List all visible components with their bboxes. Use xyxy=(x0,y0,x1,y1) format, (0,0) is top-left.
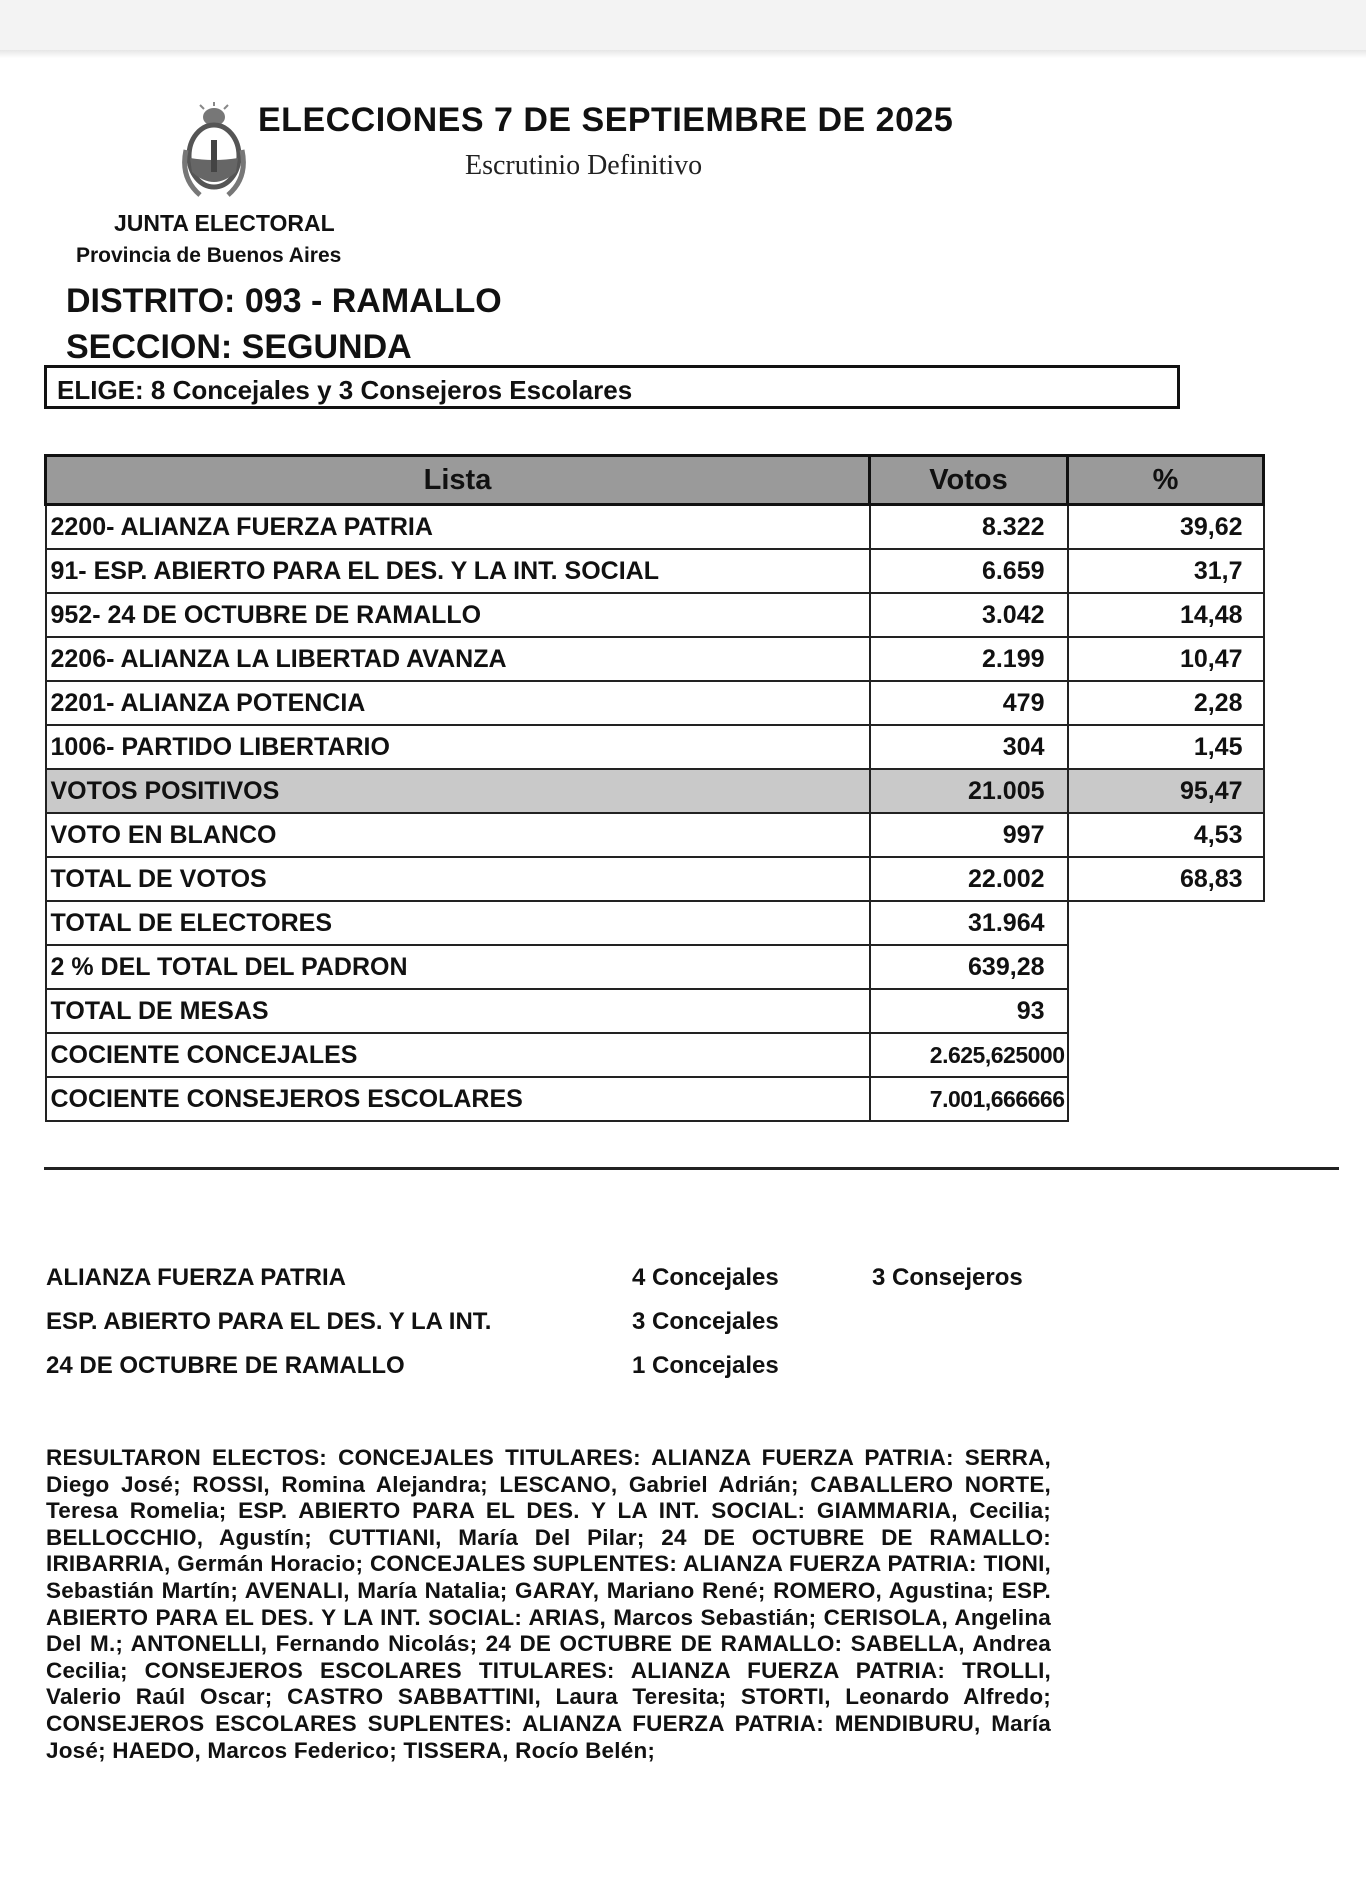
votos-cell: 31.964 xyxy=(870,901,1068,945)
lista-cell: 2 % DEL TOTAL DEL PADRON xyxy=(46,945,870,989)
votos-cell: 7.001,666666 xyxy=(870,1077,1068,1121)
votos-cell: 6.659 xyxy=(870,549,1068,593)
table-row xyxy=(46,681,1264,725)
votos-cell: 93 xyxy=(870,989,1068,1033)
table-row xyxy=(46,857,1264,901)
table-header-row xyxy=(46,456,1264,505)
distribution-party: 24 DE OCTUBRE DE RAMALLO xyxy=(46,1352,405,1379)
table-row xyxy=(46,901,1264,945)
coat-of-arms-icon xyxy=(178,100,250,200)
lista-cell: 2200- ALIANZA FUERZA PATRIA xyxy=(46,505,870,550)
viewer-top-shadow xyxy=(0,50,1366,58)
column-header-votos: Votos xyxy=(870,456,1068,505)
document-title: ELECCIONES 7 DE SEPTIEMBRE DE 2025 xyxy=(258,101,954,139)
empty-cell xyxy=(1068,945,1264,989)
table-row xyxy=(46,813,1264,857)
column-header-pct: % xyxy=(1068,456,1264,505)
lista-cell: COCIENTE CONSEJEROS ESCOLARES xyxy=(46,1077,870,1121)
distribution-concejales: 4 Concejales xyxy=(632,1264,779,1291)
votos-positivos-row xyxy=(46,769,1264,813)
provincia-label: Provincia de Buenos Aires xyxy=(76,244,342,267)
lista-cell: 952- 24 DE OCTUBRE DE RAMALLO xyxy=(46,593,870,637)
distribution-party: ESP. ABIERTO PARA EL DES. Y LA INT. xyxy=(46,1308,492,1335)
seccion-label: SECCION: SEGUNDA xyxy=(66,328,412,366)
elige-box xyxy=(44,365,1180,409)
lista-cell: VOTO EN BLANCO xyxy=(46,813,870,857)
table-row xyxy=(46,945,1264,989)
pct-cell: 39,62 xyxy=(1068,505,1264,550)
lista-cell: 2206- ALIANZA LA LIBERTAD AVANZA xyxy=(46,637,870,681)
lista-cell: 2201- ALIANZA POTENCIA xyxy=(46,681,870,725)
empty-cell xyxy=(1068,1077,1264,1121)
distribution-concejales: 3 Concejales xyxy=(632,1308,779,1335)
table-row xyxy=(46,1033,1264,1077)
distribution-party: ALIANZA FUERZA PATRIA xyxy=(46,1264,346,1291)
table-row xyxy=(46,637,1264,681)
pct-cell: 68,83 xyxy=(1068,857,1264,901)
document-subtitle: Escrutinio Definitivo xyxy=(465,150,703,181)
table-row xyxy=(46,725,1264,769)
distribution-concejales: 1 Concejales xyxy=(632,1352,779,1379)
results-table xyxy=(44,454,1265,1122)
distrito-label: DISTRITO: 093 - RAMALLO xyxy=(66,282,502,320)
votos-cell: 21.005 xyxy=(870,769,1068,813)
junta-label: JUNTA ELECTORAL xyxy=(114,210,335,236)
lista-cell: 1006- PARTIDO LIBERTARIO xyxy=(46,725,870,769)
empty-cell xyxy=(1068,1033,1264,1077)
votos-cell: 304 xyxy=(870,725,1068,769)
votos-cell: 479 xyxy=(870,681,1068,725)
pct-cell: 1,45 xyxy=(1068,725,1264,769)
votos-cell: 2.199 xyxy=(870,637,1068,681)
pct-cell: 14,48 xyxy=(1068,593,1264,637)
empty-cell xyxy=(1068,901,1264,945)
lista-cell: COCIENTE CONCEJALES xyxy=(46,1033,870,1077)
votos-cell: 22.002 xyxy=(870,857,1068,901)
votos-cell: 2.625,625000 xyxy=(870,1033,1068,1077)
pct-cell: 2,28 xyxy=(1068,681,1264,725)
votos-cell: 3.042 xyxy=(870,593,1068,637)
elige-text: ELIGE: 8 Concejales y 3 Consejeros Escolares xyxy=(57,375,633,405)
votos-cell: 8.322 xyxy=(870,505,1068,550)
lista-cell: TOTAL DE MESAS xyxy=(46,989,870,1033)
lista-cell: 91- ESP. ABIERTO PARA EL DES. Y LA INT. SOCIAL xyxy=(46,549,870,593)
table-row xyxy=(46,549,1264,593)
column-header-lista: Lista xyxy=(46,456,870,505)
lista-cell: TOTAL DE VOTOS xyxy=(46,857,870,901)
pct-cell: 10,47 xyxy=(1068,637,1264,681)
section-divider xyxy=(44,1167,1339,1170)
viewer-top-bar xyxy=(0,0,1366,50)
votos-cell: 997 xyxy=(870,813,1068,857)
empty-cell xyxy=(1068,989,1264,1033)
distribution-consejeros: 3 Consejeros xyxy=(872,1264,1023,1291)
pct-cell: 95,47 xyxy=(1068,769,1264,813)
lista-cell: VOTOS POSITIVOS xyxy=(46,769,870,813)
votos-cell: 639,28 xyxy=(870,945,1068,989)
pct-cell: 4,53 xyxy=(1068,813,1264,857)
lista-cell: TOTAL DE ELECTORES xyxy=(46,901,870,945)
table-row xyxy=(46,593,1264,637)
pct-cell: 31,7 xyxy=(1068,549,1264,593)
table-row xyxy=(46,1077,1264,1121)
table-row xyxy=(46,989,1264,1033)
electos-paragraph: RESULTARON ELECTOS: CONCEJALES TITULARES: ALIANZA FUERZA PATRIA: SERRA, Diego José; ROSSI, Romina Alejandra; LESCANO, Gabriel Adrián; CABALLERO NORTE, Teresa Romelia; ESP. ABIERTO PARA EL DES. Y LA INT. SOCIAL: GIAMMARIA, Cecilia; BELLOCCHIO, Agustín; CUTTIANI, María Del Pilar; 24 DE OCTUBRE DE RAMALLO: IRIBARRIA, Germán Horacio; CONCEJALES SUPLENTES: ALIANZA FUERZA PATRIA: TIONI, Sebastián Martín; AVENALI, María Natalia; GARAY, Mariano René; ROMERO, Agustina; ESP. ABIERTO PARA EL DES. Y LA INT. SOCIAL: ARIAS, Marcos Sebastián; CERISOLA, Angelina Del M.; ANTONELLI, Fernando Nicolás; 24 DE OCTUBRE DE RAMALLO: SABELLA, Andrea Cecilia; CONSEJEROS ESCOLARES TITULARES: ALIANZA FUERZA PATRIA: TROLLI, Valerio Raúl Oscar; CASTRO SABBATTINI, Laura Teresita; STORTI, Leonardo Alfredo; CONSEJEROS ESCOLARES SUPLENTES: ALIANZA FUERZA PATRIA: MENDIBURU, María José; HAEDO, Marcos Federico; TISSERA, Rocío Belén; xyxy=(46,1445,1051,1763)
table-row xyxy=(46,505,1264,550)
